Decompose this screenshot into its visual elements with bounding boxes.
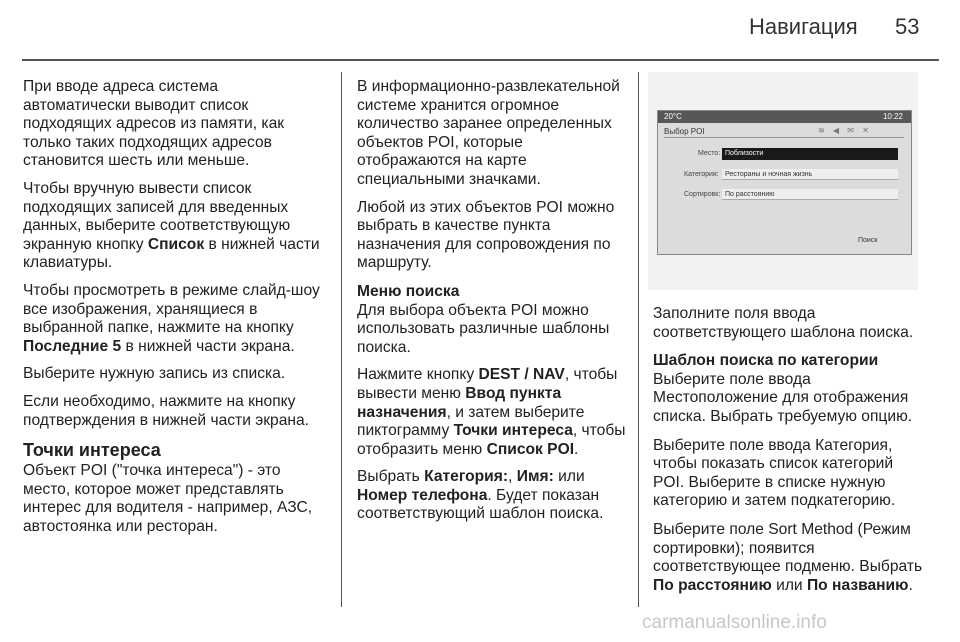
- paragraph: Чтобы вручную вывести список подходящих записей для введенных данных, выберите соответствующую экранную кнопку Список в нижней части клавиатуры.: [23, 179, 320, 272]
- paragraph: Чтобы просмотреть в режиме слайд-шоу все изображения, хранящиеся в выбранной папке, нажмите на кнопку Последние 5 в нижней части экрана.: [23, 281, 320, 355]
- poi-select-screen: [657, 110, 912, 255]
- paragraph: Выберите поле Sort Method (Режим сортировки); появится соответствующее подменю. Выбрать По расстоянию или По названию.: [653, 520, 923, 594]
- page-header: [0, 0, 960, 60]
- paragraph: Для выбора объекта POI можно использовать различные шаблоны поиска.: [357, 301, 610, 356]
- paragraph: Заполните поля ввода соответствующего шаблона поиска.: [653, 305, 914, 341]
- paragraph: Выберите поле ввода Категория, чтобы показать список категорий POI. Выберите в списке нужную категорию и затем подкатегорию.: [653, 436, 896, 510]
- paragraph: Выберите нужную запись из списка.: [23, 365, 286, 383]
- watermark: carmanualsonline.info: [642, 612, 827, 633]
- category-field[interactable]: Рестораны и ночная жизнь: [722, 169, 898, 180]
- column-2: [357, 78, 627, 533]
- section-heading-category-template: Шаблон поиска по категории: [653, 352, 879, 370]
- last5-button-ref: Последние 5: [23, 337, 122, 355]
- paragraph: В информационно-развлекательной системе хранится огромное количество заранее определенных объектов POI, которые отображаются на карте специальными значками.: [357, 78, 620, 188]
- screen-divider: [664, 137, 904, 138]
- paragraph: Выберите поле ввода Местоположение для отображения списка. Выбрать требуемую опцию.: [653, 370, 913, 425]
- clock: 10:22: [882, 112, 903, 121]
- paragraph: При вводе адреса система автоматически выводит список подходящих адресов из памяти, как только таких подходящих адресов становится шесть или меньше.: [23, 78, 285, 170]
- column-1: [23, 78, 329, 545]
- paragraph: Выбрать Категория:, Имя: или Номер телефона. Будет показан соответствующий шаблон поиска.: [357, 468, 604, 523]
- page-title: Навигация: [749, 14, 858, 39]
- section-heading-search-menu: Меню поиска: [357, 282, 460, 300]
- location-field[interactable]: Поблизости: [722, 148, 898, 160]
- temperature: 20°C: [664, 112, 682, 121]
- column-divider-1: [341, 72, 342, 607]
- header-rule: [22, 59, 939, 61]
- sort-field[interactable]: По расстоянию: [722, 189, 898, 200]
- page-number: 53: [895, 14, 920, 39]
- list-button-ref: Список: [147, 235, 205, 253]
- paragraph: Объект POI ("точка интереса") - это место, которое может представлять интерес для водителя - например, АЗС, автостоянка или ресторан.: [23, 462, 313, 535]
- column-divider-2: [638, 72, 639, 607]
- sort-label: Сортировк:: [684, 191, 721, 198]
- paragraph: Если необходимо, нажмите на кнопку подтверждения в нижней части экрана.: [23, 392, 309, 429]
- location-label: Место:: [698, 150, 721, 157]
- paragraph: Любой из этих объектов POI можно выбрать в качестве пункта назначения для сопровождения по маршруту.: [357, 198, 615, 272]
- status-icons: ≋ ◀ ✉ ✕: [818, 126, 872, 135]
- search-button[interactable]: Поиск: [858, 237, 878, 244]
- status-bar: [658, 111, 911, 123]
- column-3: [653, 305, 923, 605]
- section-heading-poi: Точки интереса: [23, 440, 161, 461]
- category-label: Категория:: [684, 171, 719, 178]
- screen-title: Выбор POI: [664, 127, 705, 136]
- paragraph: Нажмите кнопку DEST / NAV, чтобы вывести меню Ввод пункта назначения, и затем выберите пиктограмму Точки интереса, чтобы отобразить меню Список POI.: [357, 366, 626, 458]
- screenshot-figure: [648, 72, 918, 290]
